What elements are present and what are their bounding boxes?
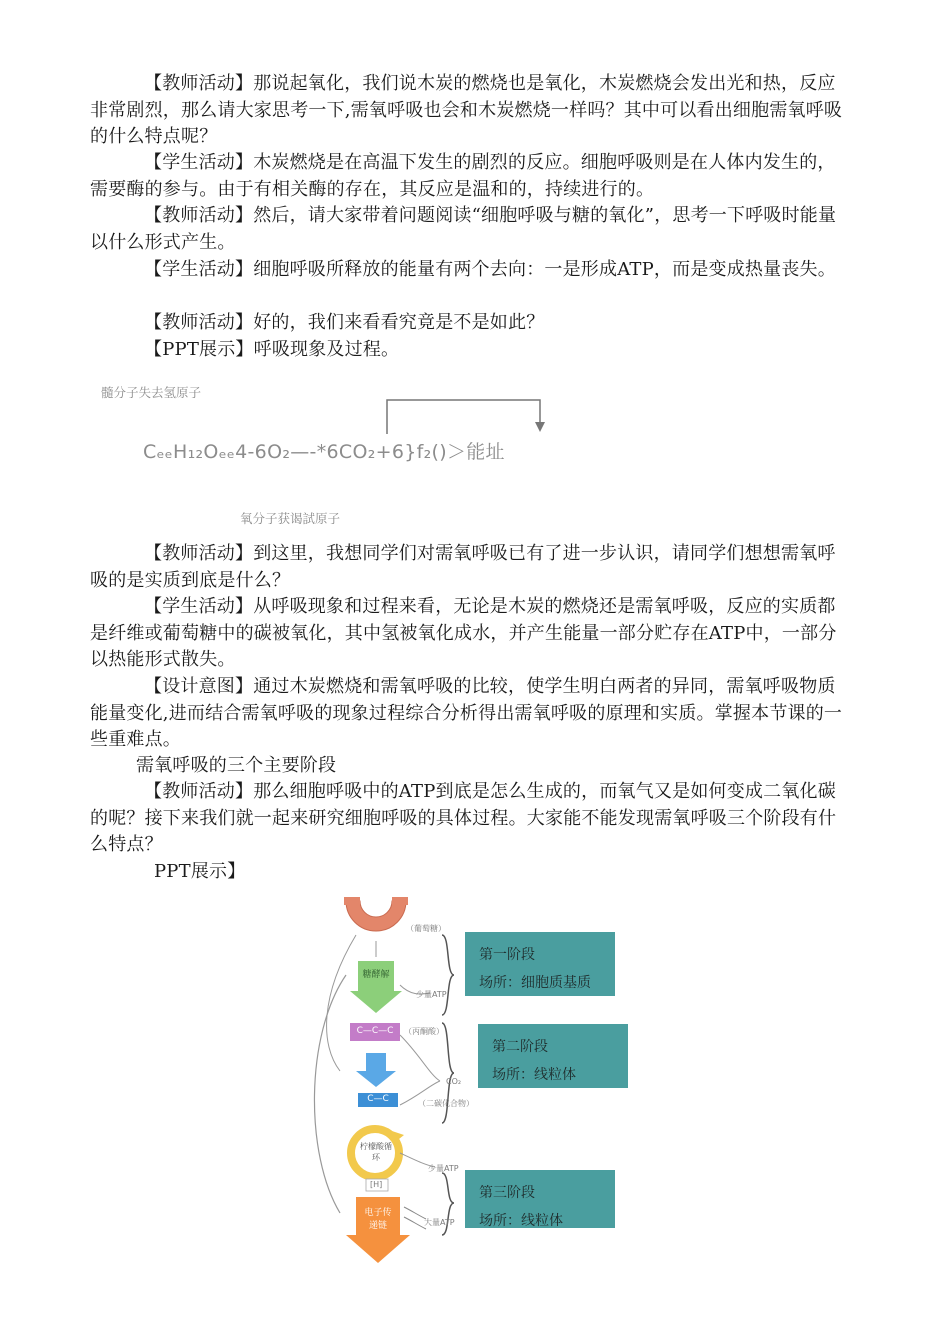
label-glycolysis: 糖酵解: [362, 970, 390, 980]
stage-3-title: 第三阶段: [479, 1185, 535, 1201]
figure1-bottom-label: 氧分子获谒試原子: [240, 511, 341, 526]
label-small-atp-2: 少量ATP: [428, 1164, 459, 1173]
figure1-bracket-arrow: [380, 396, 550, 436]
stage-2-title: 第二阶段: [492, 1039, 548, 1055]
label-co2: CO₂: [446, 1077, 462, 1086]
label-ccc: C—C—C: [356, 1026, 394, 1036]
para-teacher-1: 【教师活动】那说起氧化，我们说木炭的燃烧也是氧化，木炭燃烧会发出光和热，反应非常剧烈，那么请大家思考一下,需氧呼吸也会和木炭燃烧一样吗？其中可以看出细胞需氧呼吸的什么特点呢？: [90, 73, 843, 147]
para-ppt-1: 【PPT展示】呼吸现象及过程。: [144, 339, 400, 360]
para-student-2: 【学生活动】细胞呼吸所释放的能量有两个去向：一是形成ATP，而是变成热量丧失。: [144, 259, 836, 280]
label-two-carbon: （二碳化合物）: [418, 1099, 474, 1108]
label-glucose: （葡萄糖）: [406, 924, 446, 933]
para-design-intent: 【设计意图】通过木炭燃烧和需氧呼吸的比较，使学生明白两者的异同，需氧呼吸物质能量变化,进而结合需氧呼吸的现象过程综合分析得出需氧呼吸的原理和实质。掌握本节课的一些重难点。: [90, 676, 843, 750]
para-student-3: 【学生活动】从呼吸现象和过程来看，无论是木炭的燃烧还是需氧呼吸，反应的实质都是纤维或葡萄糖中的碳被氧化，其中氢被氧化成水，并产生能量一部分贮存在ATP中，一部分以热能形式散失。: [90, 596, 837, 670]
stage-box-1: [465, 932, 615, 996]
label-small-atp-1: 少量ATP: [416, 990, 447, 999]
para-teacher-5: 【教师活动】那么细胞呼吸中的ATP到底是怎么生成的，而氧气又是如何变成二氧化碳的呢？接下来我们就一起来研究细胞呼吸的具体过程。大家能不能发现需氧呼吸三个阶段有什么特点？: [90, 781, 837, 855]
stage-1-place: 场所：细胞质基质: [479, 975, 591, 991]
para-ppt-2: PPT展示】: [154, 861, 246, 882]
label-h: [H]: [370, 1180, 383, 1189]
figure1-top-label: 髓分子失去氢原子: [101, 385, 202, 400]
stage-box-2: [478, 1024, 628, 1088]
label-pyruvate: （丙酮酸）: [404, 1027, 444, 1036]
label-cc: C—C: [367, 1094, 389, 1104]
stage-1-title: 第一阶段: [479, 947, 535, 963]
figure1-equation: CₑₑH₁₂Oₑₑ4-6O₂—-*6CO₂+6}f₂()＞能址: [143, 441, 505, 463]
stage-3-place: 场所：线粒体: [479, 1213, 563, 1229]
para-teacher-2: 【教师活动】然后，请大家带着问题阅读“细胞呼吸与糖的氧化”，思考一下呼吸时能量以什么形式产生。: [90, 205, 837, 253]
label-tca-cycle: 柠檬酸循环: [360, 1142, 392, 1162]
stage-box-3: [465, 1170, 615, 1228]
section-heading: 需氧呼吸的三个主要阶段: [136, 755, 337, 776]
label-etc: 电子传递链: [364, 1208, 392, 1231]
label-large-atp: 大量ATP: [424, 1218, 455, 1227]
para-student-1: 【学生活动】木炭燃烧是在高温下发生的剧烈的反应。细胞呼吸则是在人体内发生的，需要酶的参与。由于有相关酶的存在，其反应是温和的，持续进行的。: [90, 152, 836, 200]
para-teacher-4: 【教师活动】到这里，我想同学们对需氧呼吸已有了进一步认识，请同学们想想需氧呼吸的是实质到底是什么？: [90, 543, 836, 591]
stage-2-place: 场所：线粒体: [492, 1067, 576, 1083]
para-teacher-3: 【教师活动】好的，我们来看看究竟是不是如此？: [144, 312, 545, 333]
